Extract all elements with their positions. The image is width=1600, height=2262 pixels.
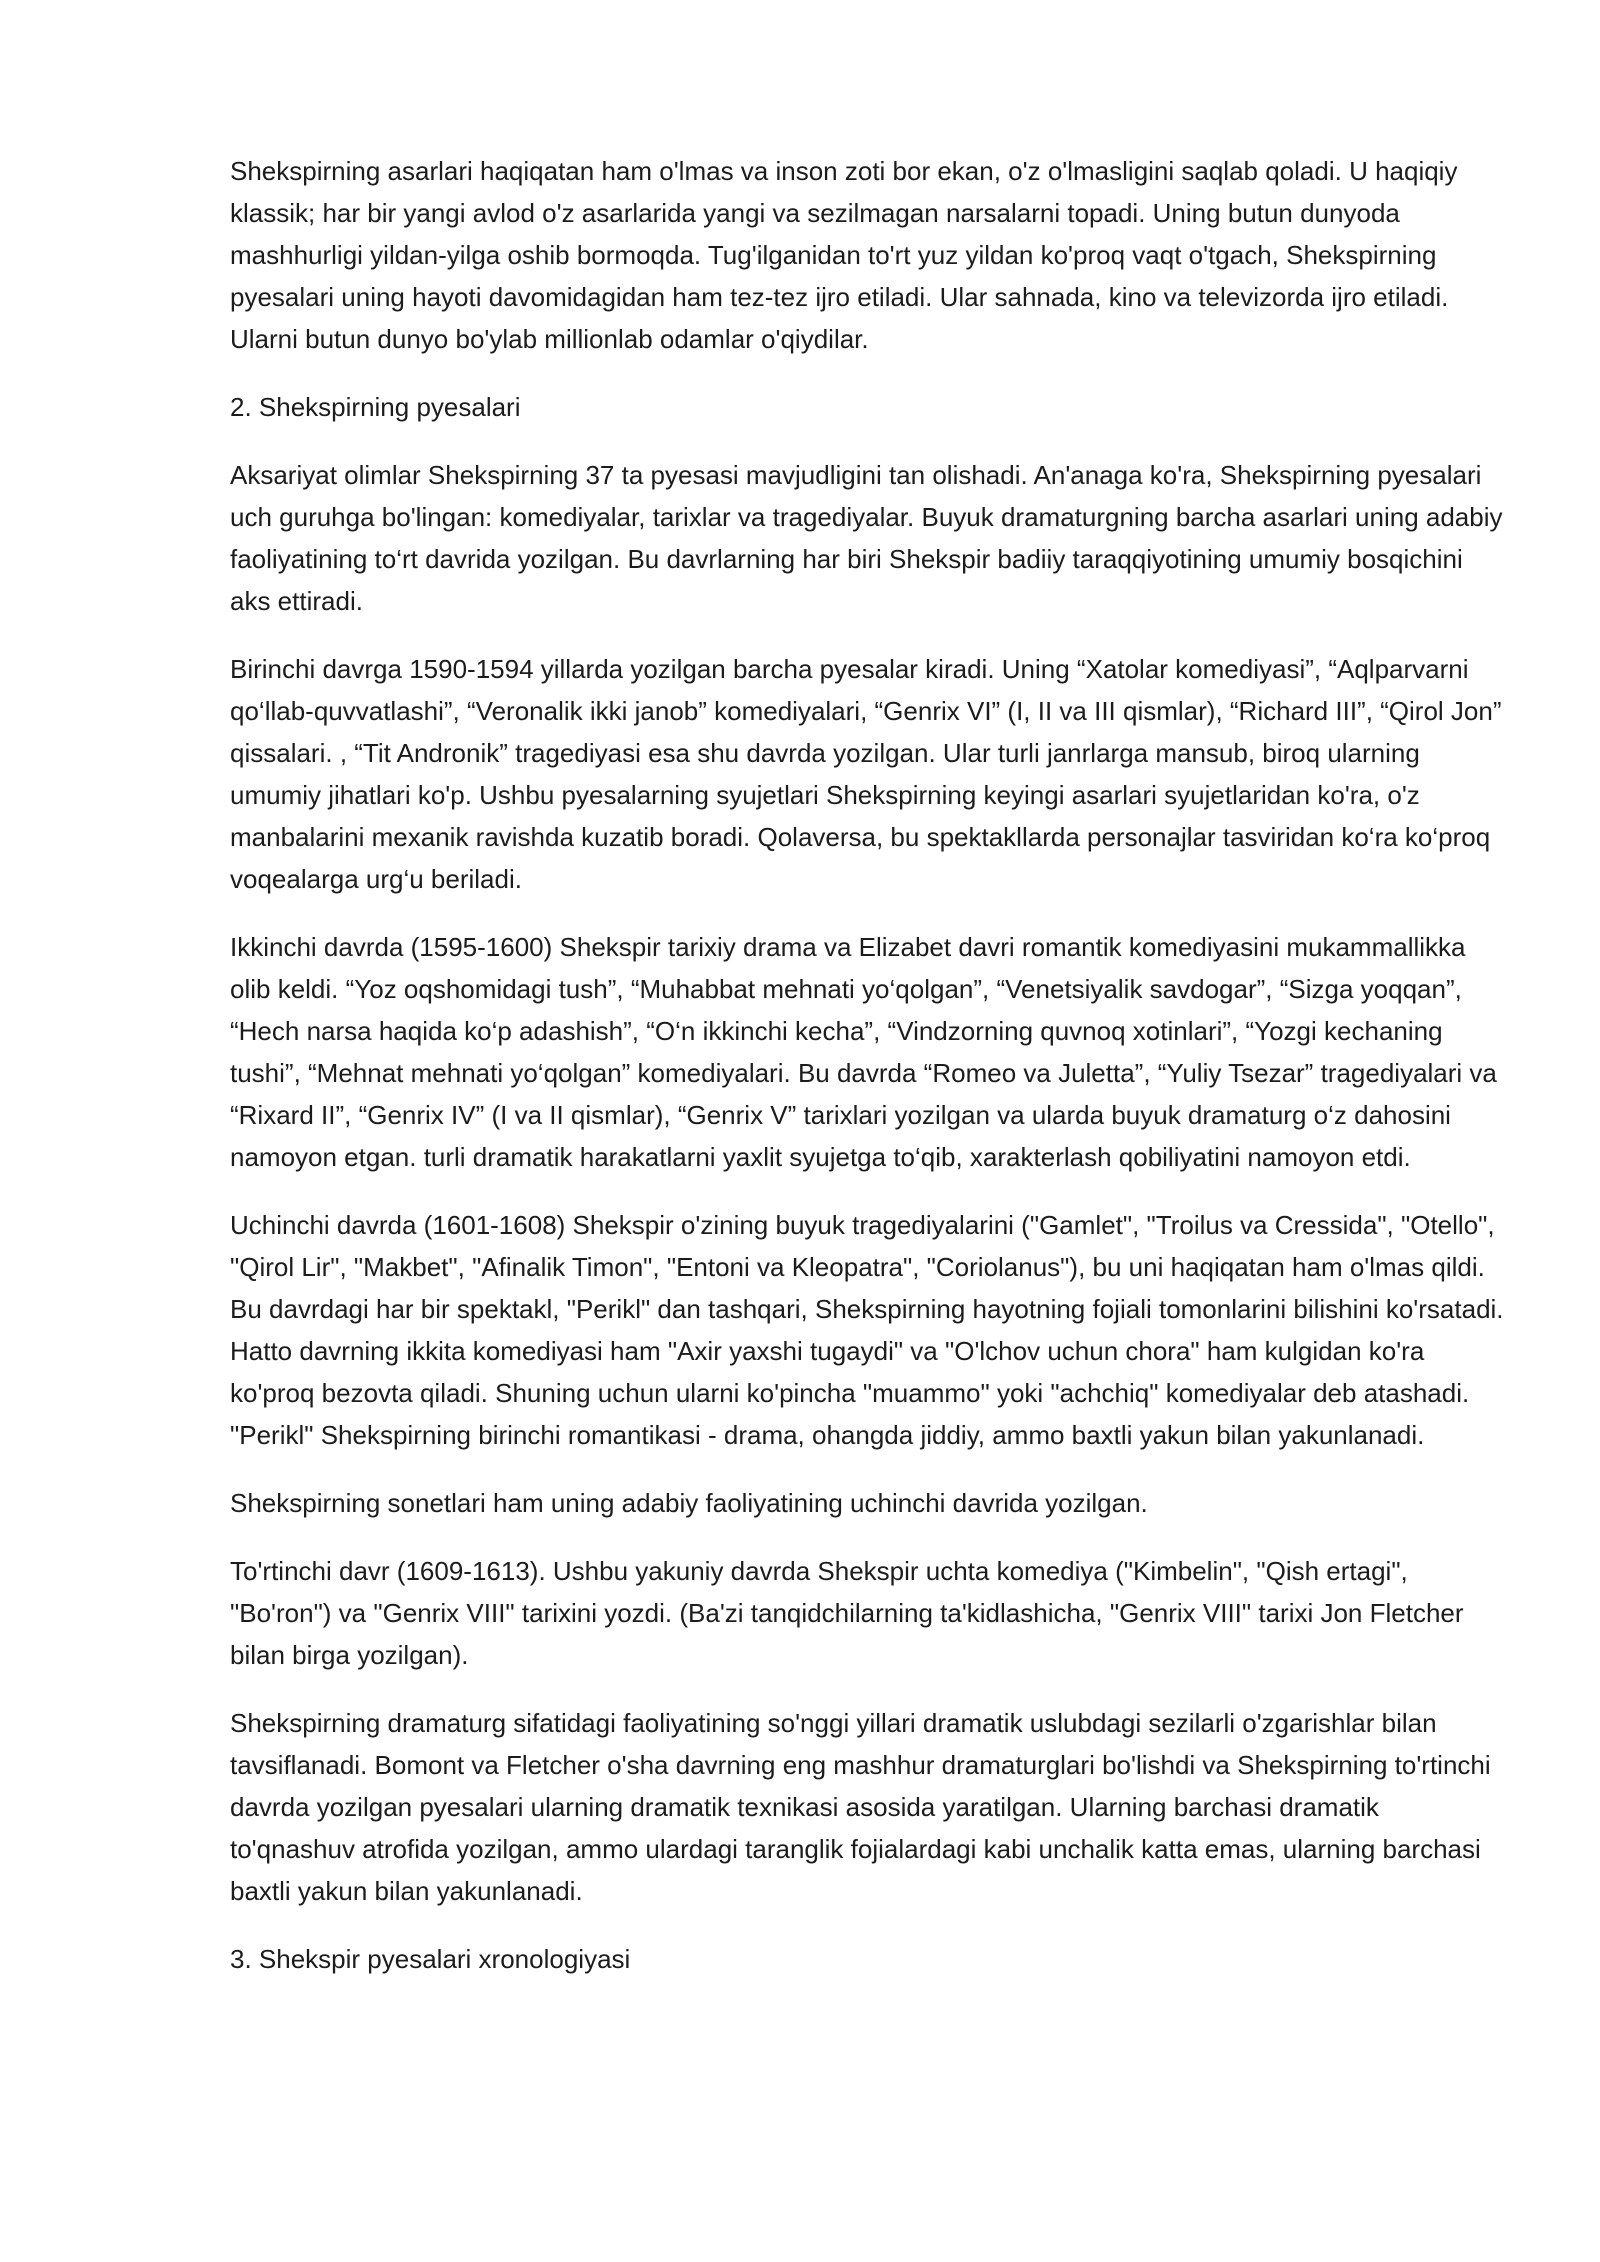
document-body [230,150,1510,2006]
paragraph-sonnets: Shekspirning sonetlari ham uning adabiy faoliyatining uchinchi davrida yozilgan. [230,1488,1148,1518]
paragraph-third-period: Uchinchi davrda (1601-1608) Shekspir o'zining buyuk tragediyalarini ("Gamlet", "Troilus va Cressida", "Otello", "Qirol Lir", "Makbet", "Afinalik Timon", "Entoni va Kleopatra", "Coriolanus"), bu uni haqiqatan ham o'lmas qildi. Bu davrdagi har bir spektakl, "Perikl" dan tashqari, Shekspirning hayotning fojiali tomonlarini bilishini ko'rsatadi. Hatto davrning ikkita komediyasi ham "Axir yaxshi tugaydi" va "O'lchov uchun chora" ham kulgidan ko'ra ko'proq bezovta qiladi. Shuning uchun ularni ko'pincha "muammo" yoki "achchiq" komediyalar deb atashadi. "Perikl" Shekspirning birinchi romantikasi - drama, ohangda jiddiy, ammo baxtli yakun bilan yakunlanadi. [230,1210,1504,1450]
paragraph-first-period: Birinchi davrga 1590-1594 yillarda yozilgan barcha pyesalar kiradi. Uning “Xatolar komediyasi”, “Aqlparvarni qo‘llab-quvvatlashi”, “Veronalik ikki janob” komediyalari, “Genrix VI” (I, II va III qismlar), “Richard III”, “Qirol Jon” qissalari. , “Tit Andronik” tragediyasi esa shu davrda yozilgan. Ular turli janrlarga mansub, biroq ularning umumiy jihatlari ko'p. Ushbu pyesalarning syujetlari Shekspirning keyingi asarlari syujetlaridan ko'ra, o'z manbalarini mexanik ravishda kuzatib boradi. Qolaversa, bu spektakllarda personajlar tasviridan ko‘ra ko‘proq voqealarga urg‘u beriladi. [230,654,1502,894]
paragraph-second-period: Ikkinchi davrda (1595-1600) Shekspir tarixiy drama va Elizabet davri romantik komediyasini mukammallikka olib keldi. “Yoz oqshomidagi tush”, “Muhabbat mehnati yo‘qolgan”, “Venetsiyalik savdogar”, “Sizga yoqqan”, “Hech narsa haqida ko‘p adashish”, “O‘n ikkinchi kecha”, “Vindzorning quvnoq xotinlari”, “Yozgi kechaning tushi”, “Mehnat mehnati yo‘qolgan” komediyalari. Bu davrda “Romeo va Julettа”, “Yuliy Tsezar” tragediyalari va “Rixard II”, “Genrix IV” (I va II qismlar), “Genrix V” tarixlari yozilgan va ularda buyuk dramaturg o‘z dahosini namoyon etgan. turli dramatik harakatlarni yaxlit syujetga to‘qib, xarakterlash qobiliyatini namoyon etdi. [230,932,1497,1172]
section-heading-plays: 2. Shekspirning pyesalari [230,392,521,422]
paragraph-plays-overview: Aksariyat olimlar Shekspirning 37 ta pyesasi mavjudligini tan olishadi. An'anaga ko'ra, Shekspirning pyesalari uch guruhga bo'lingan: komediyalar, tarixlar va tragediyalar. Buyuk dramaturgning barcha asarlari uning adabiy faoliyatining to‘rt davrida yozilgan. Bu davrlarning har biri Shekspir badiiy taraqqiyotining umumiy bosqichini aks ettiradi. [230,460,1503,616]
paragraph-late-style: Shekspirning dramaturg sifatidagi faoliyatining so'nggi yillari dramatik uslubdagi sezilarli o'zgarishlar bilan tavsiflanadi. Bomont va Fletcher o'sha davrning eng mashhur dramaturglari bo'lishdi va Shekspirning to'rtinchi davrda yozilgan pyesalari ularning dramatik texnikasi asosida yaratilgan. Ularning barchasi dramatik to'qnashuv atrofida yozilgan, ammo ulardagi taranglik fojialardagi kabi unchalik katta emas, ularning barchasi baxtli yakun bilan yakunlanadi. [230,1708,1491,1906]
section-heading-chronology: 3. Shekspir pyesalari xronologiyasi [230,1944,631,1974]
paragraph-intro: Shekspirning asarlari haqiqatan ham o'lmas va inson zoti bor ekan, o'z o'lmasligini saqlab qoladi. U haqiqiy klassik; har bir yangi avlod o'z asarlarida yangi va sezilmagan narsalarni topadi. Uning butun dunyoda mashhurligi yildan-yilga oshib bormoqda. Tug'ilganidan to'rt yuz yildan ko'proq vaqt o'tgach, Shekspirning pyesalari uning hayoti davomidagidan ham tez-tez ijro etiladi. Ular sahnada, kino va televizorda ijro etiladi. Ularni butun dunyo bo'ylab millionlab odamlar o'qiydilar. [230,156,1458,354]
paragraph-fourth-period: To'rtinchi davr (1609-1613). Ushbu yakuniy davrda Shekspir uchta komediya ("Kimbelin", "Qish ertagi", "Bo'ron") va "Genrix VIII" tarixini yozdi. (Ba'zi tanqidchilarning ta'kidlashicha, "Genrix VIII" tarixi Jon Fletcher bilan birga yozilgan). [230,1556,1464,1670]
